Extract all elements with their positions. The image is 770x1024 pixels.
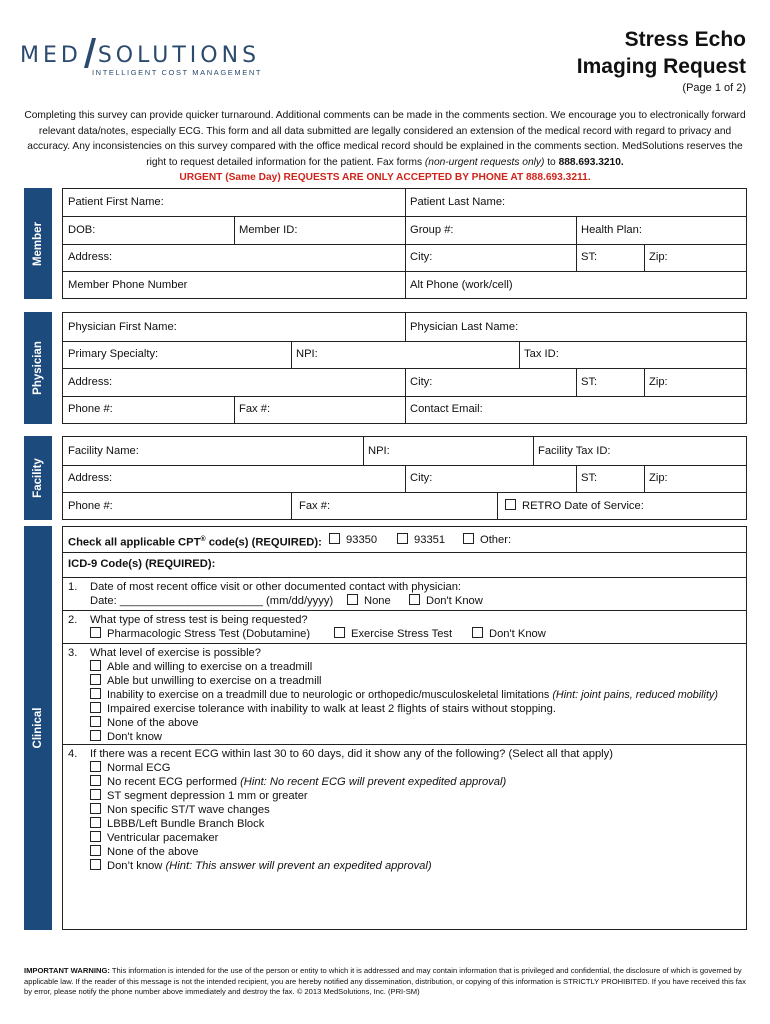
medsolutions-logo [20,28,263,83]
patient-first-name-field[interactable]: Patient First Name: [68,196,164,208]
physician-fax-field[interactable]: Fax #: [239,403,271,415]
urgent-notice: URGENT (Same Day) REQUESTS ARE ONLY ACCEPTED BY PHONE AT 888.693.3211. [179,172,591,183]
member-id-field[interactable]: Member ID: [239,224,298,236]
q4-h-checkbox[interactable] [90,859,101,870]
q4-option-h[interactable]: Don’t know (Hint: This answer will prevent an expedited approval) [90,859,432,873]
q2-pharmacologic-checkbox[interactable] [90,627,101,638]
physician-state-field[interactable]: ST: [581,376,598,388]
q4-d-checkbox[interactable] [90,803,101,814]
q4-option-g[interactable]: None of the above [90,845,198,859]
retro-checkbox[interactable] [505,499,516,510]
facility-section-tab: Facility [24,436,52,520]
form-title: Stress Echo Imaging Request [576,28,746,78]
important-warning: IMPORTANT WARNING: This information is intended for the use of the person or entity to which it is addressed and may contain information that is privileged and confidential, the disclosure of which is governed by applicable law. If the reader of this message is not the intended recipient, you are hereby notified any dissemination, distribution, or copying of this information is STRICTLY PROHIBITED. If you have received this fax by error, please notify the phone number above immediately and destroy the fax. © 2013 MedSolutions, Inc. (PRI-SM) [24,966,746,996]
logo-wordmark: MED SOLUTIONS [20,38,260,68]
facility-fax-field[interactable]: Fax #: [299,500,331,512]
q3-d-checkbox[interactable] [90,702,101,713]
retro-date-option[interactable]: RETRO Date of Service: [505,499,644,512]
cpt-other-checkbox[interactable] [463,533,474,544]
q4-c-checkbox[interactable] [90,789,101,800]
q3-number: 3. [68,647,78,659]
facility-address-field[interactable]: Address: [68,472,113,484]
q3-a-checkbox[interactable] [90,660,101,671]
q1-text: Date of most recent office visit or other documented contact with physician: [90,581,462,593]
member-state-field[interactable]: ST: [581,251,598,263]
q1-none-checkbox[interactable] [347,594,358,605]
q2-dontknow-checkbox[interactable] [472,627,483,638]
facility-city-field[interactable]: City: [410,472,433,484]
q1-dontknow-checkbox[interactable] [409,594,420,605]
q4-a-checkbox[interactable] [90,761,101,772]
page-number: (Page 1 of 2) [682,82,746,94]
q4-f-checkbox[interactable] [90,831,101,842]
patient-last-name-field[interactable]: Patient Last Name: [410,196,506,208]
q4-option-f[interactable]: Ventricular pacemaker [90,831,218,845]
cpt-93350-option[interactable]: 93350 [329,533,377,547]
member-phone-field[interactable]: Member Phone Number [68,279,188,291]
facility-zip-field[interactable]: Zip: [649,472,668,484]
q1-number: 1. [68,581,78,593]
cpt-other-option[interactable]: Other: [463,533,511,547]
q4-b-checkbox[interactable] [90,775,101,786]
q3-option-a[interactable]: Able and willing to exercise on a treadmill [90,660,312,674]
alt-phone-field[interactable]: Alt Phone (work/cell) [410,279,513,291]
physician-tax-id-field[interactable]: Tax ID: [524,348,559,360]
facility-grid [62,436,747,520]
q2-text: What type of stress test is being requested? [90,614,308,626]
icd9-code-field[interactable]: ICD-9 Code(s) (REQUIRED): [68,558,216,570]
q3-option-b[interactable]: Able but unwilling to exercise on a treadmill [90,674,322,688]
q4-e-checkbox[interactable] [90,817,101,828]
q3-c-checkbox[interactable] [90,688,101,699]
q4-number: 4. [68,748,78,760]
q4-text: If there was a recent ECG within last 30 to 60 days, did it show any of the following? (Select all that apply) [90,748,613,760]
health-plan-field[interactable]: Health Plan: [581,224,642,236]
group-number-field[interactable]: Group #: [410,224,454,236]
q2-pharmacologic-option[interactable]: Pharmacologic Stress Test (Dobutamine) [90,627,310,641]
q3-text: What level of exercise is possible? [90,647,261,659]
q3-option-e[interactable]: None of the above [90,716,198,730]
physician-phone-field[interactable]: Phone #: [68,403,113,415]
facility-state-field[interactable]: ST: [581,472,598,484]
q4-option-c[interactable]: ST segment depression 1 mm or greater [90,789,308,803]
logo-tagline: INTELLIGENT COST MANAGEMENT [92,68,263,77]
physician-zip-field[interactable]: Zip: [649,376,668,388]
q4-option-b[interactable]: No recent ECG performed (Hint: No recent ECG will prevent expedited approval) [90,775,506,789]
q2-dontknow-option[interactable]: Don't Know [472,627,546,641]
q3-option-f[interactable]: Don't know [90,730,162,744]
q2-number: 2. [68,614,78,626]
clinical-section-tab: Clinical [24,526,52,930]
physician-last-name-field[interactable]: Physician Last Name: [410,321,519,333]
physician-grid [62,312,747,424]
dob-field[interactable]: DOB: [68,224,96,236]
physician-section-tab: Physician [24,312,52,424]
facility-name-field[interactable]: Facility Name: [68,445,139,457]
facility-npi-field[interactable]: NPI: [368,445,390,457]
q1-dontknow-option[interactable]: Don't Know [409,594,483,608]
primary-specialty-field[interactable]: Primary Specialty: [68,348,159,360]
member-section-tab: Member [24,188,52,299]
q3-option-c[interactable]: Inability to exercise on a treadmill due to neurologic or orthopedic/musculoskeletal limitations (Hint: joint pains, reduced mobility) [90,688,718,702]
q1-date-field[interactable]: Date: _______________________ (mm/dd/yyyy) [90,595,334,607]
physician-address-field[interactable]: Address: [68,376,113,388]
cpt-93351-option[interactable]: 93351 [397,533,445,547]
member-city-field[interactable]: City: [410,251,433,263]
q3-option-d[interactable]: Impaired exercise tolerance with inability to walk at least 2 flights of stairs without stopping. [90,702,556,716]
q2-exercise-checkbox[interactable] [334,627,345,638]
q1-none-option[interactable]: None [347,594,391,608]
q3-f-checkbox[interactable] [90,730,101,741]
physician-npi-field[interactable]: NPI: [296,348,318,360]
q4-g-checkbox[interactable] [90,845,101,856]
member-zip-field[interactable]: Zip: [649,251,668,263]
physician-city-field[interactable]: City: [410,376,433,388]
q2-exercise-option[interactable]: Exercise Stress Test [334,627,452,641]
q4-option-a[interactable]: Normal ECG [90,761,170,775]
member-address-field[interactable]: Address: [68,251,113,263]
cpt-93350-checkbox[interactable] [329,533,340,544]
q3-e-checkbox[interactable] [90,716,101,727]
cpt-code-row: Check all applicable CPT® code(s) (REQUIRED): [68,536,322,549]
facility-phone-field[interactable]: Phone #: [68,500,113,512]
intro-paragraph: Completing this survey can provide quicker turnaround. Additional comments can be made in the comments section. We encourage you to electronically forward relevant data/notes, especially ECG. This form and all data submitted are legally considered an extension of the medical record with regard to privacy and accuracy. Any inconsistencies on this survey compared with the office medical record should be explained in the comments section. MedSolutions reserves the right to request detailed information for the patient. Fax forms (non-urgent requests only) to 888.693.3210. URGENT (Same Day) REQUESTS ARE ONLY ACCEPTED BY PHONE AT 888.693.3211. [24,110,746,183]
contact-email-field[interactable]: Contact Email: [410,403,483,415]
cpt-93351-checkbox[interactable] [397,533,408,544]
q4-option-e[interactable]: LBBB/Left Bundle Branch Block [90,817,264,831]
member-grid [62,188,747,299]
clinical-grid [62,526,747,930]
q3-b-checkbox[interactable] [90,674,101,685]
facility-tax-id-field[interactable]: Facility Tax ID: [538,445,611,457]
physician-first-name-field[interactable]: Physician First Name: [68,321,177,333]
q4-option-d[interactable]: Non specific ST/T wave changes [90,803,270,817]
